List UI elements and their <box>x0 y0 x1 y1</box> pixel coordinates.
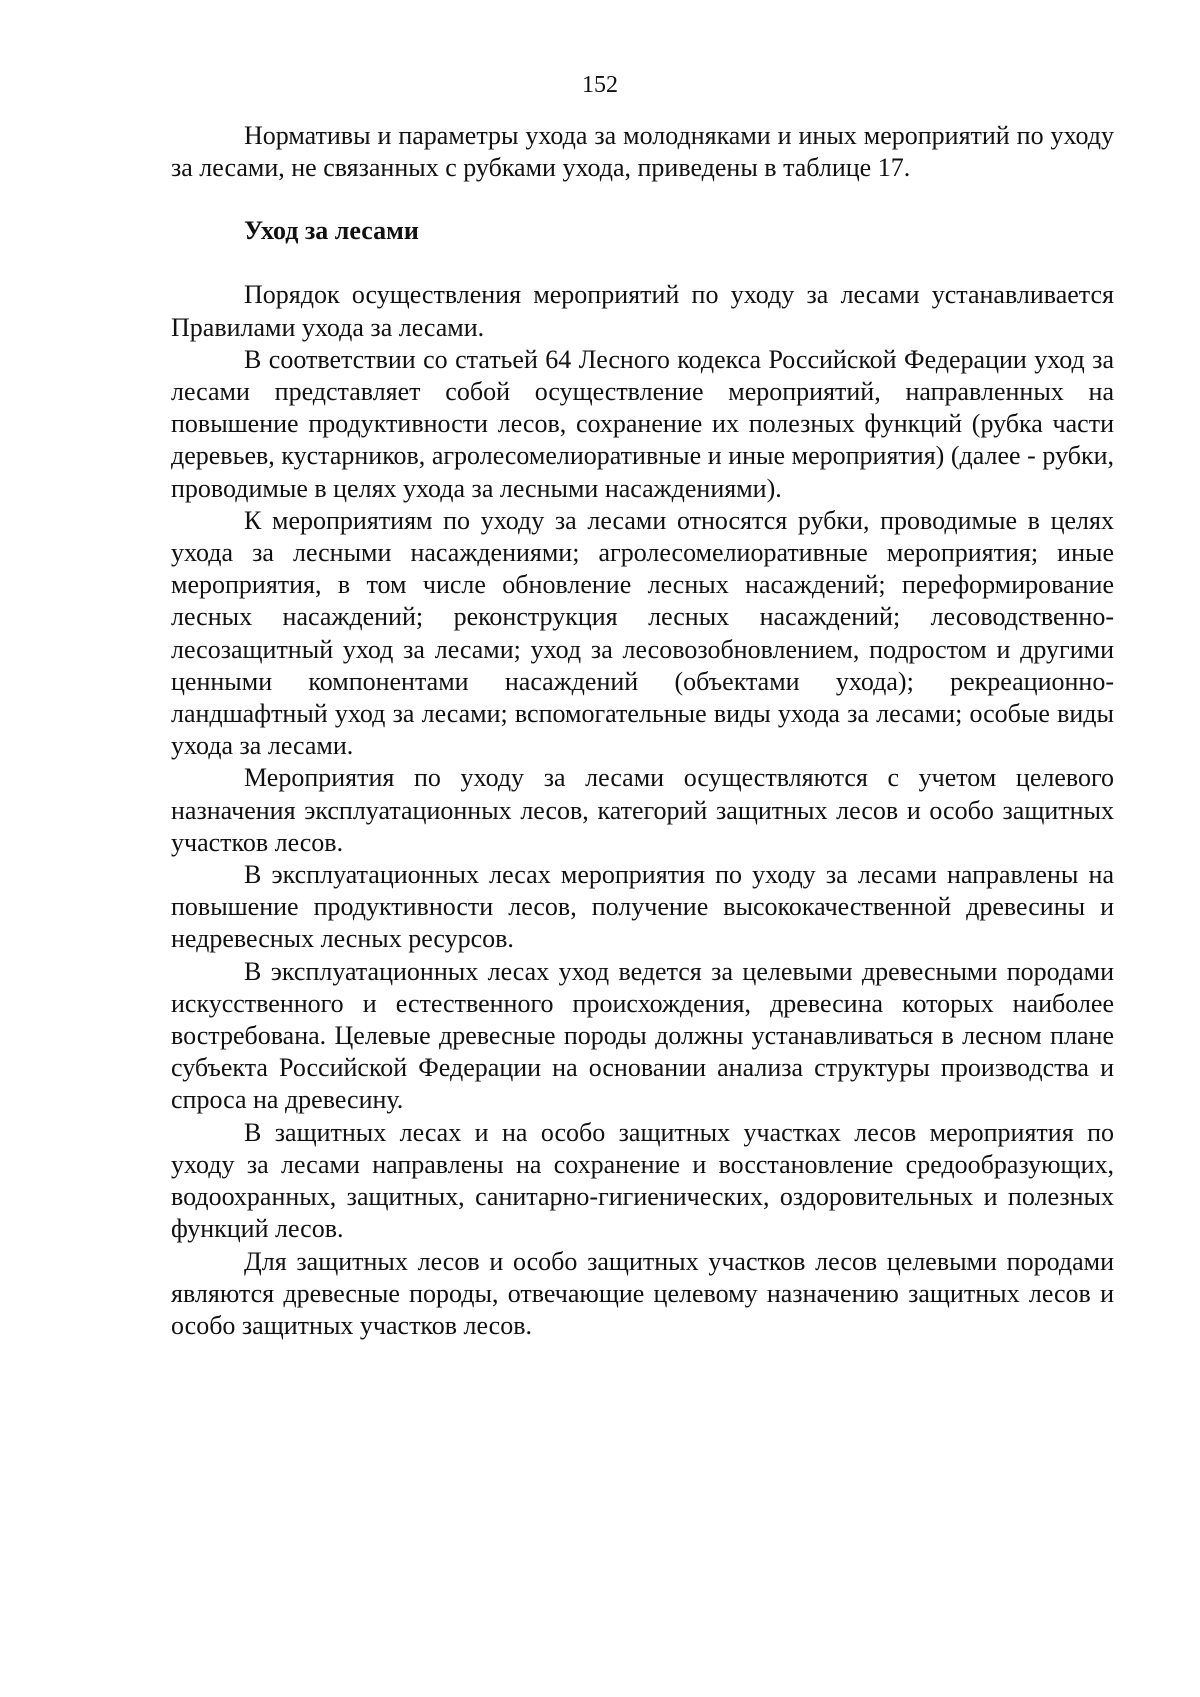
document-body <box>171 120 1114 1342</box>
paragraph: В эксплуатационных лесах мероприятия по уходу за лесами направлены на повышение продуктивности лесов, получение высококачественной древесины и недревесных лесных ресурсов. <box>171 860 1114 954</box>
page-number: 152 <box>582 72 618 98</box>
spacer <box>171 247 1114 279</box>
paragraph: Для защитных лесов и особо защитных участков лесов целевыми породами являются древесные породы, отвечающие целевому назначению защитных лесов и особо защитных участков лесов. <box>171 1246 1114 1340</box>
paragraph: К мероприятиям по уходу за лесами относятся рубки, проводимые в целях ухода за лесными насаждениями; агролесомелиоративные мероприятия; иные мероприятия, в том числе обновление лесных насаждений; переформирование лесных насаждений; реконструкция лесных насаждений; лесоводственно-лесозащитный уход за лесами; уход за лесовозобновлением, подростом и другими ценными компонентами насаждений (объектами ухода); рекреационно-ландшафтный уход за лесами; вспомогательные виды ухода за лесами; особые виды ухода за лесами. <box>171 505 1114 761</box>
paragraph: Мероприятия по уходу за лесами осуществляются с учетом целевого назначения эксплуатационных лесов, категорий защитных лесов и особо защитных участков лесов. <box>171 763 1114 857</box>
paragraph: В защитных лесах и на особо защитных участках лесов мероприятия по уходу за лесами направлены на сохранение и восстановление средообразующих, водоохранных, защитных, санитарно-гигиенических, оздоровительных и полезных функций лесов. <box>171 1117 1114 1244</box>
intro-paragraph: Нормативы и параметры ухода за молодняками и иных мероприятий по уходу за лесами, не связанных с рубками ухода, приведены в таблице 17. <box>171 121 1114 183</box>
spacer <box>171 184 1114 215</box>
paragraph: В соответствии со статьей 64 Лесного кодекса Российской Федерации уход за лесами представляет собой осуществление мероприятий, направленных на повышение продуктивности лесов, сохранение их полезных функций (рубка части деревьев, кустарников, агролесомелиоративные и иные мероприятия) (далее - рубки, проводимые в целях ухода за лесными насаждениями). <box>171 344 1114 503</box>
paragraph: Порядок осуществления мероприятий по уходу за лесами устанавливается Правилами ухода за лесами. <box>171 280 1114 342</box>
section-heading: Уход за лесами <box>244 216 419 246</box>
paragraph: В эксплуатационных лесах уход ведется за целевыми древесными породами искусственного и естественного происхождения, древесина которых наиболее востребована. Целевые древесные породы должны устанавливаться в лесном плане субъекта Российской Федерации на основании анализа структуры производства и спроса на древесину. <box>171 956 1114 1115</box>
